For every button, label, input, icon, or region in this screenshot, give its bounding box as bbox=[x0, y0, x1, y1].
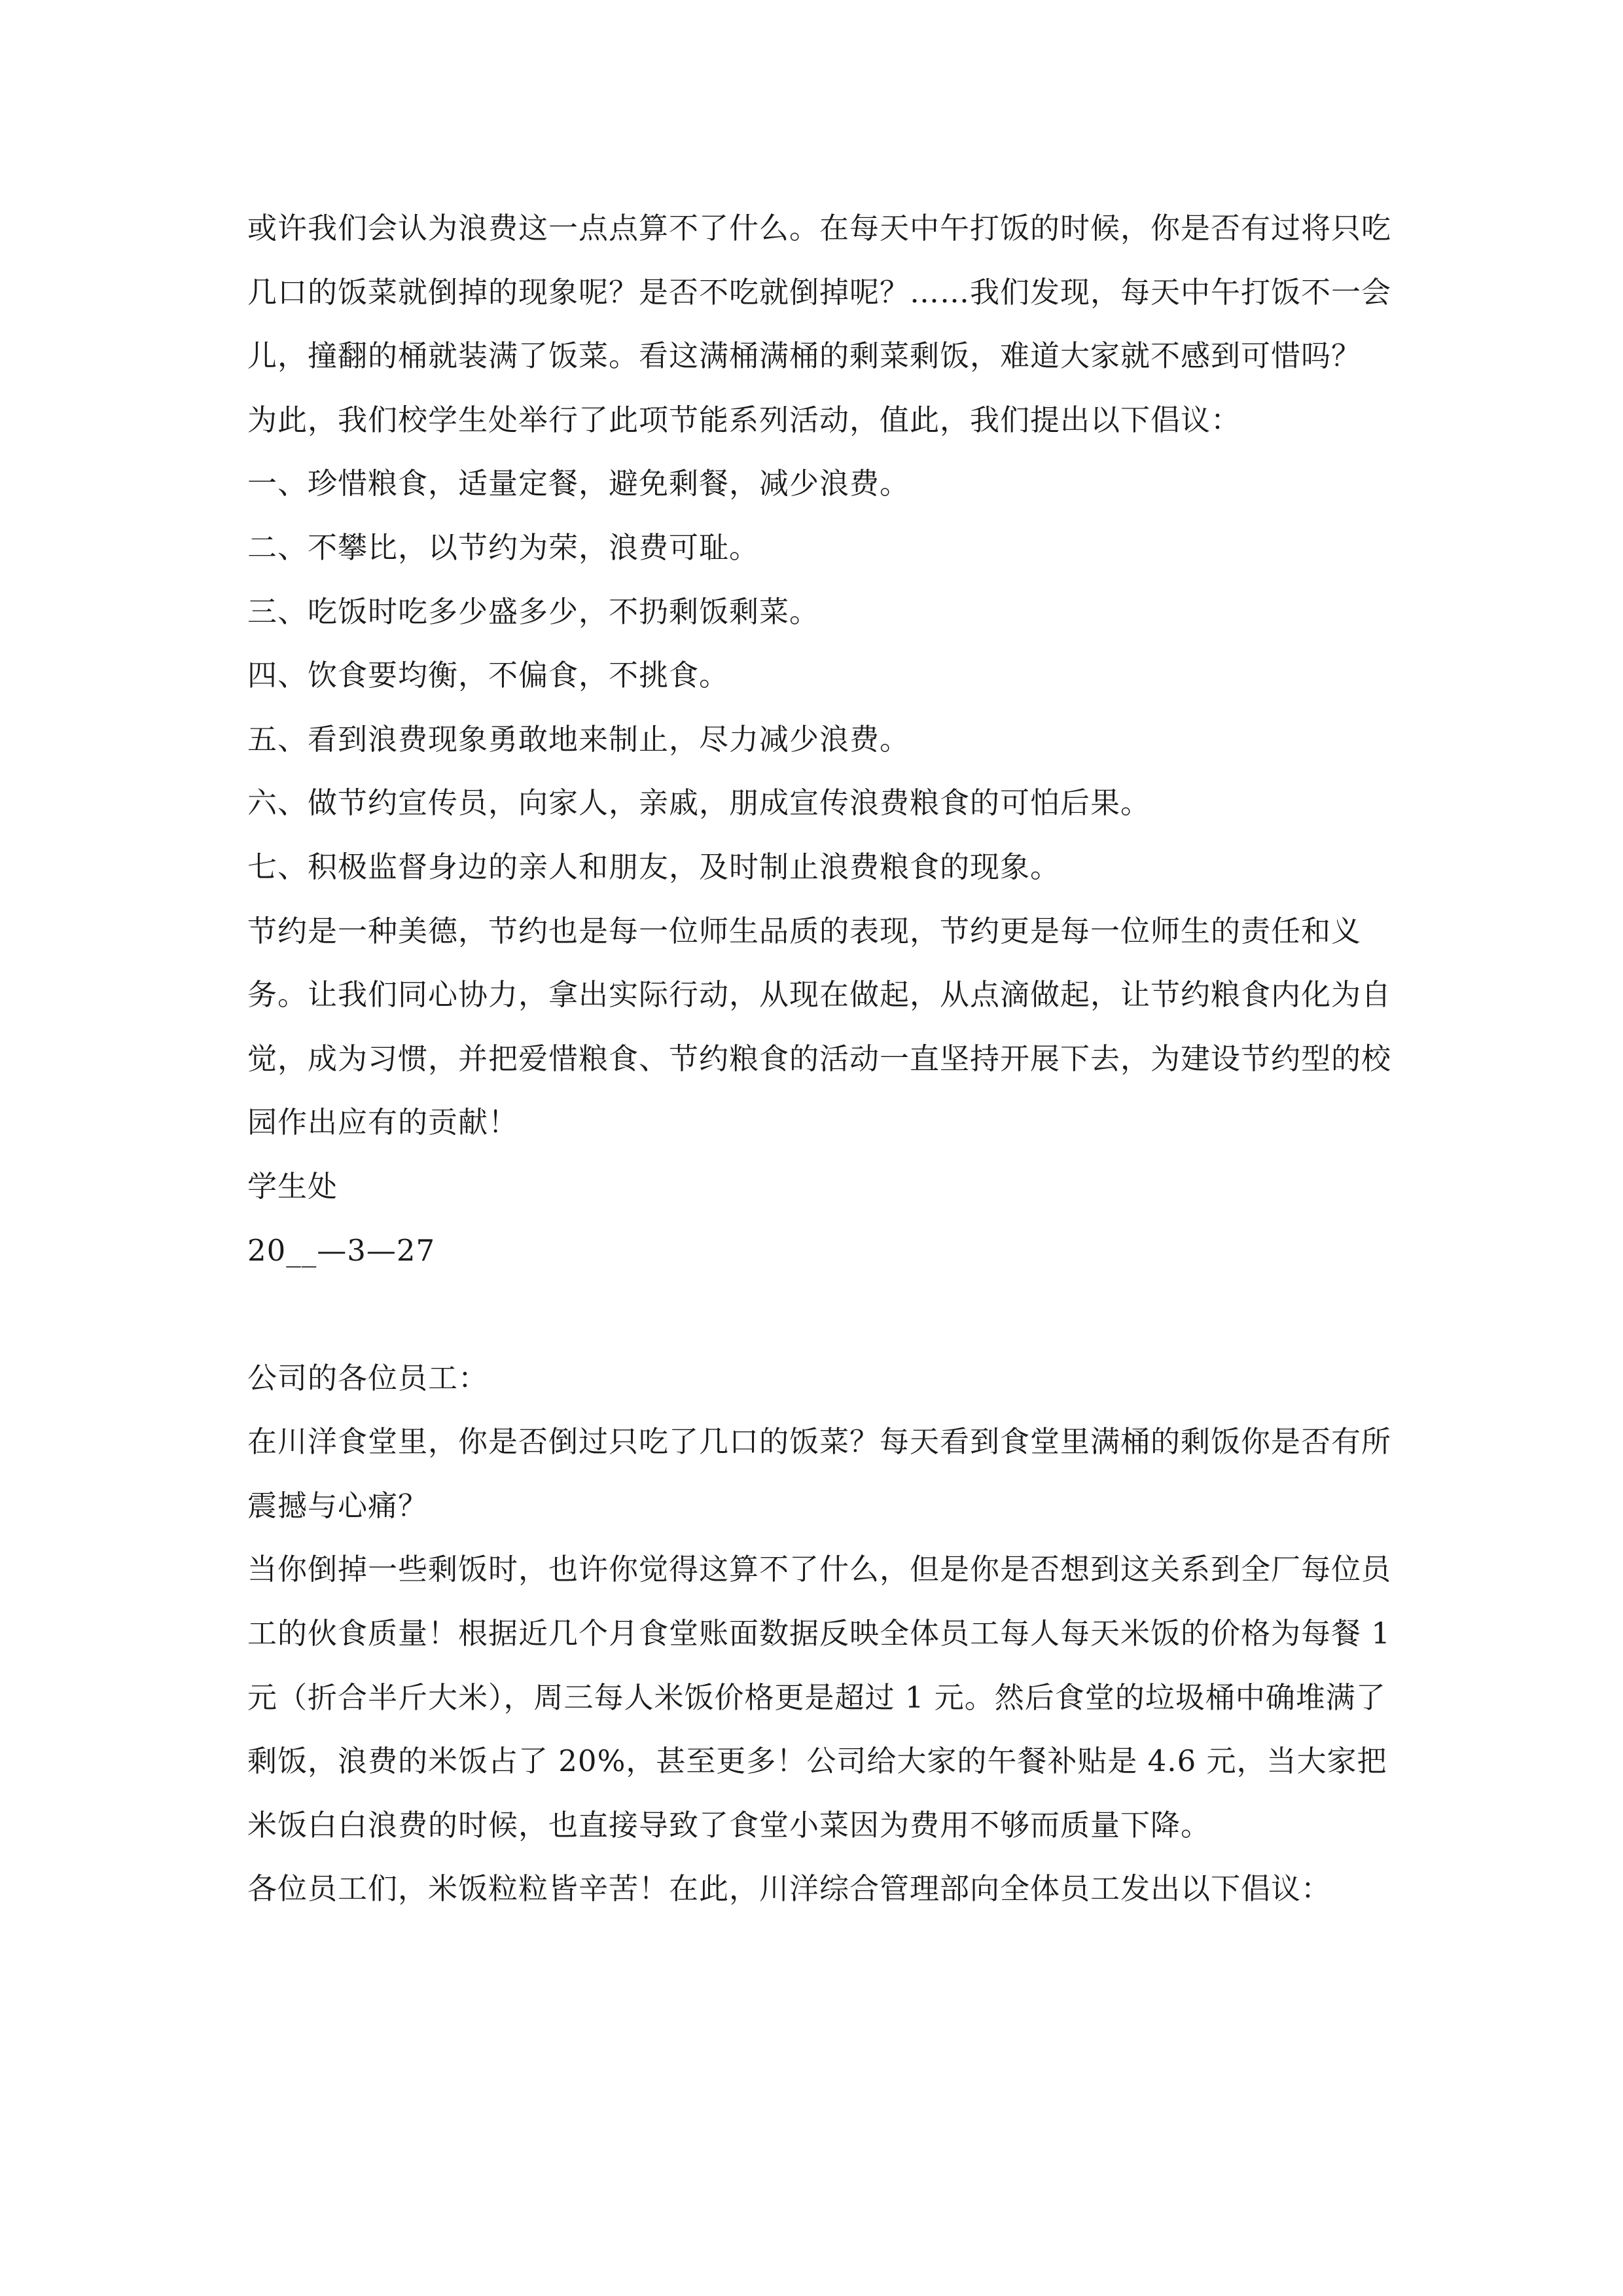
proposal-item-7: 七、积极监督身边的亲人和朋友，及时制止浪费粮食的现象。 bbox=[247, 849, 1061, 884]
date: 20__—3—27 bbox=[247, 1232, 436, 1268]
signature: 学生处 bbox=[247, 1168, 338, 1204]
proposal-item-4: 四、饮食要均衡，不偏食，不挑食。 bbox=[247, 658, 730, 693]
section1-lead: 为此，我们校学生处举行了此项节能系列活动，值此，我们提出以下倡议： bbox=[247, 402, 1241, 437]
proposal-item-6: 六、做节约宣传员，向家人，亲戚，朋成宣传浪费粮食的可怕后果。 bbox=[247, 785, 1151, 821]
section2-paragraph-2: 当你倒掉一些剩饭时，也许你觉得这算不了什么，但是你是否想到这关系到全厂每位员工的伙食质量！根据近几个月食堂账面数据反映全体员工每人每天米饭的价格为每餐 1 元（折合半斤大米），周三每人米饭价格更是超过 1 元。然后食堂的垃圾桶中确堆满了剩饭，浪费的米饭占了 20%，甚至更多！公司给大家的午餐补贴是 4.6 元，当大家把米饭白白浪费的时候，也直接导致了食堂小菜因为费用不够而质量下降。 bbox=[247, 1552, 1392, 1842]
proposal-item-5: 五、看到浪费现象勇敢地来制止，尽力减少浪费。 bbox=[247, 721, 910, 757]
salutation: 公司的各位员工： bbox=[247, 1360, 489, 1395]
section1-closing: 节约是一种美德，节约也是每一位师生品质的表现，节约更是每一位师生的责任和义务。让我们同心协力，拿出实际行动，从现在做起，从点滴做起，让节约粮食内化为自觉，成为习惯，并把爱惜粮食、节约粮食的活动一直坚持开展下去，为建设节约型的校园作出应有的贡献！ bbox=[247, 913, 1392, 1140]
section-gap bbox=[247, 1282, 1399, 1346]
proposal-item-1: 一、珍惜粮食，适量定餐，避免剩餐，减少浪费。 bbox=[247, 466, 910, 501]
section1-intro: 或许我们会认为浪费这一点点算不了什么。在每天中午打饭的时候，你是否有过将只吃几口的饭菜就倒掉的现象呢？是否不吃就倒掉呢？……我们发现，每天中午打饭不一会儿，撞翻的桶就装满了饭菜。看这满桶满桶的剩菜剩饭，难道大家就不感到可惜吗？ bbox=[247, 211, 1392, 374]
proposal-item-2: 二、不攀比，以节约为荣，浪费可耻。 bbox=[247, 529, 760, 565]
section2-paragraph-1: 在川洋食堂里，你是否倒过只吃了几口的饭菜？每天看到食堂里满桶的剩饭你是否有所震撼与心痛？ bbox=[247, 1424, 1392, 1523]
document-body bbox=[247, 196, 1399, 1921]
section2-paragraph-3: 各位员工们，米饭粒粒皆辛苦！在此，川洋综合管理部向全体员工发出以下倡议： bbox=[247, 1871, 1332, 1907]
proposal-item-3: 三、吃饭时吃多少盛多少，不扔剩饭剩菜。 bbox=[247, 594, 820, 629]
